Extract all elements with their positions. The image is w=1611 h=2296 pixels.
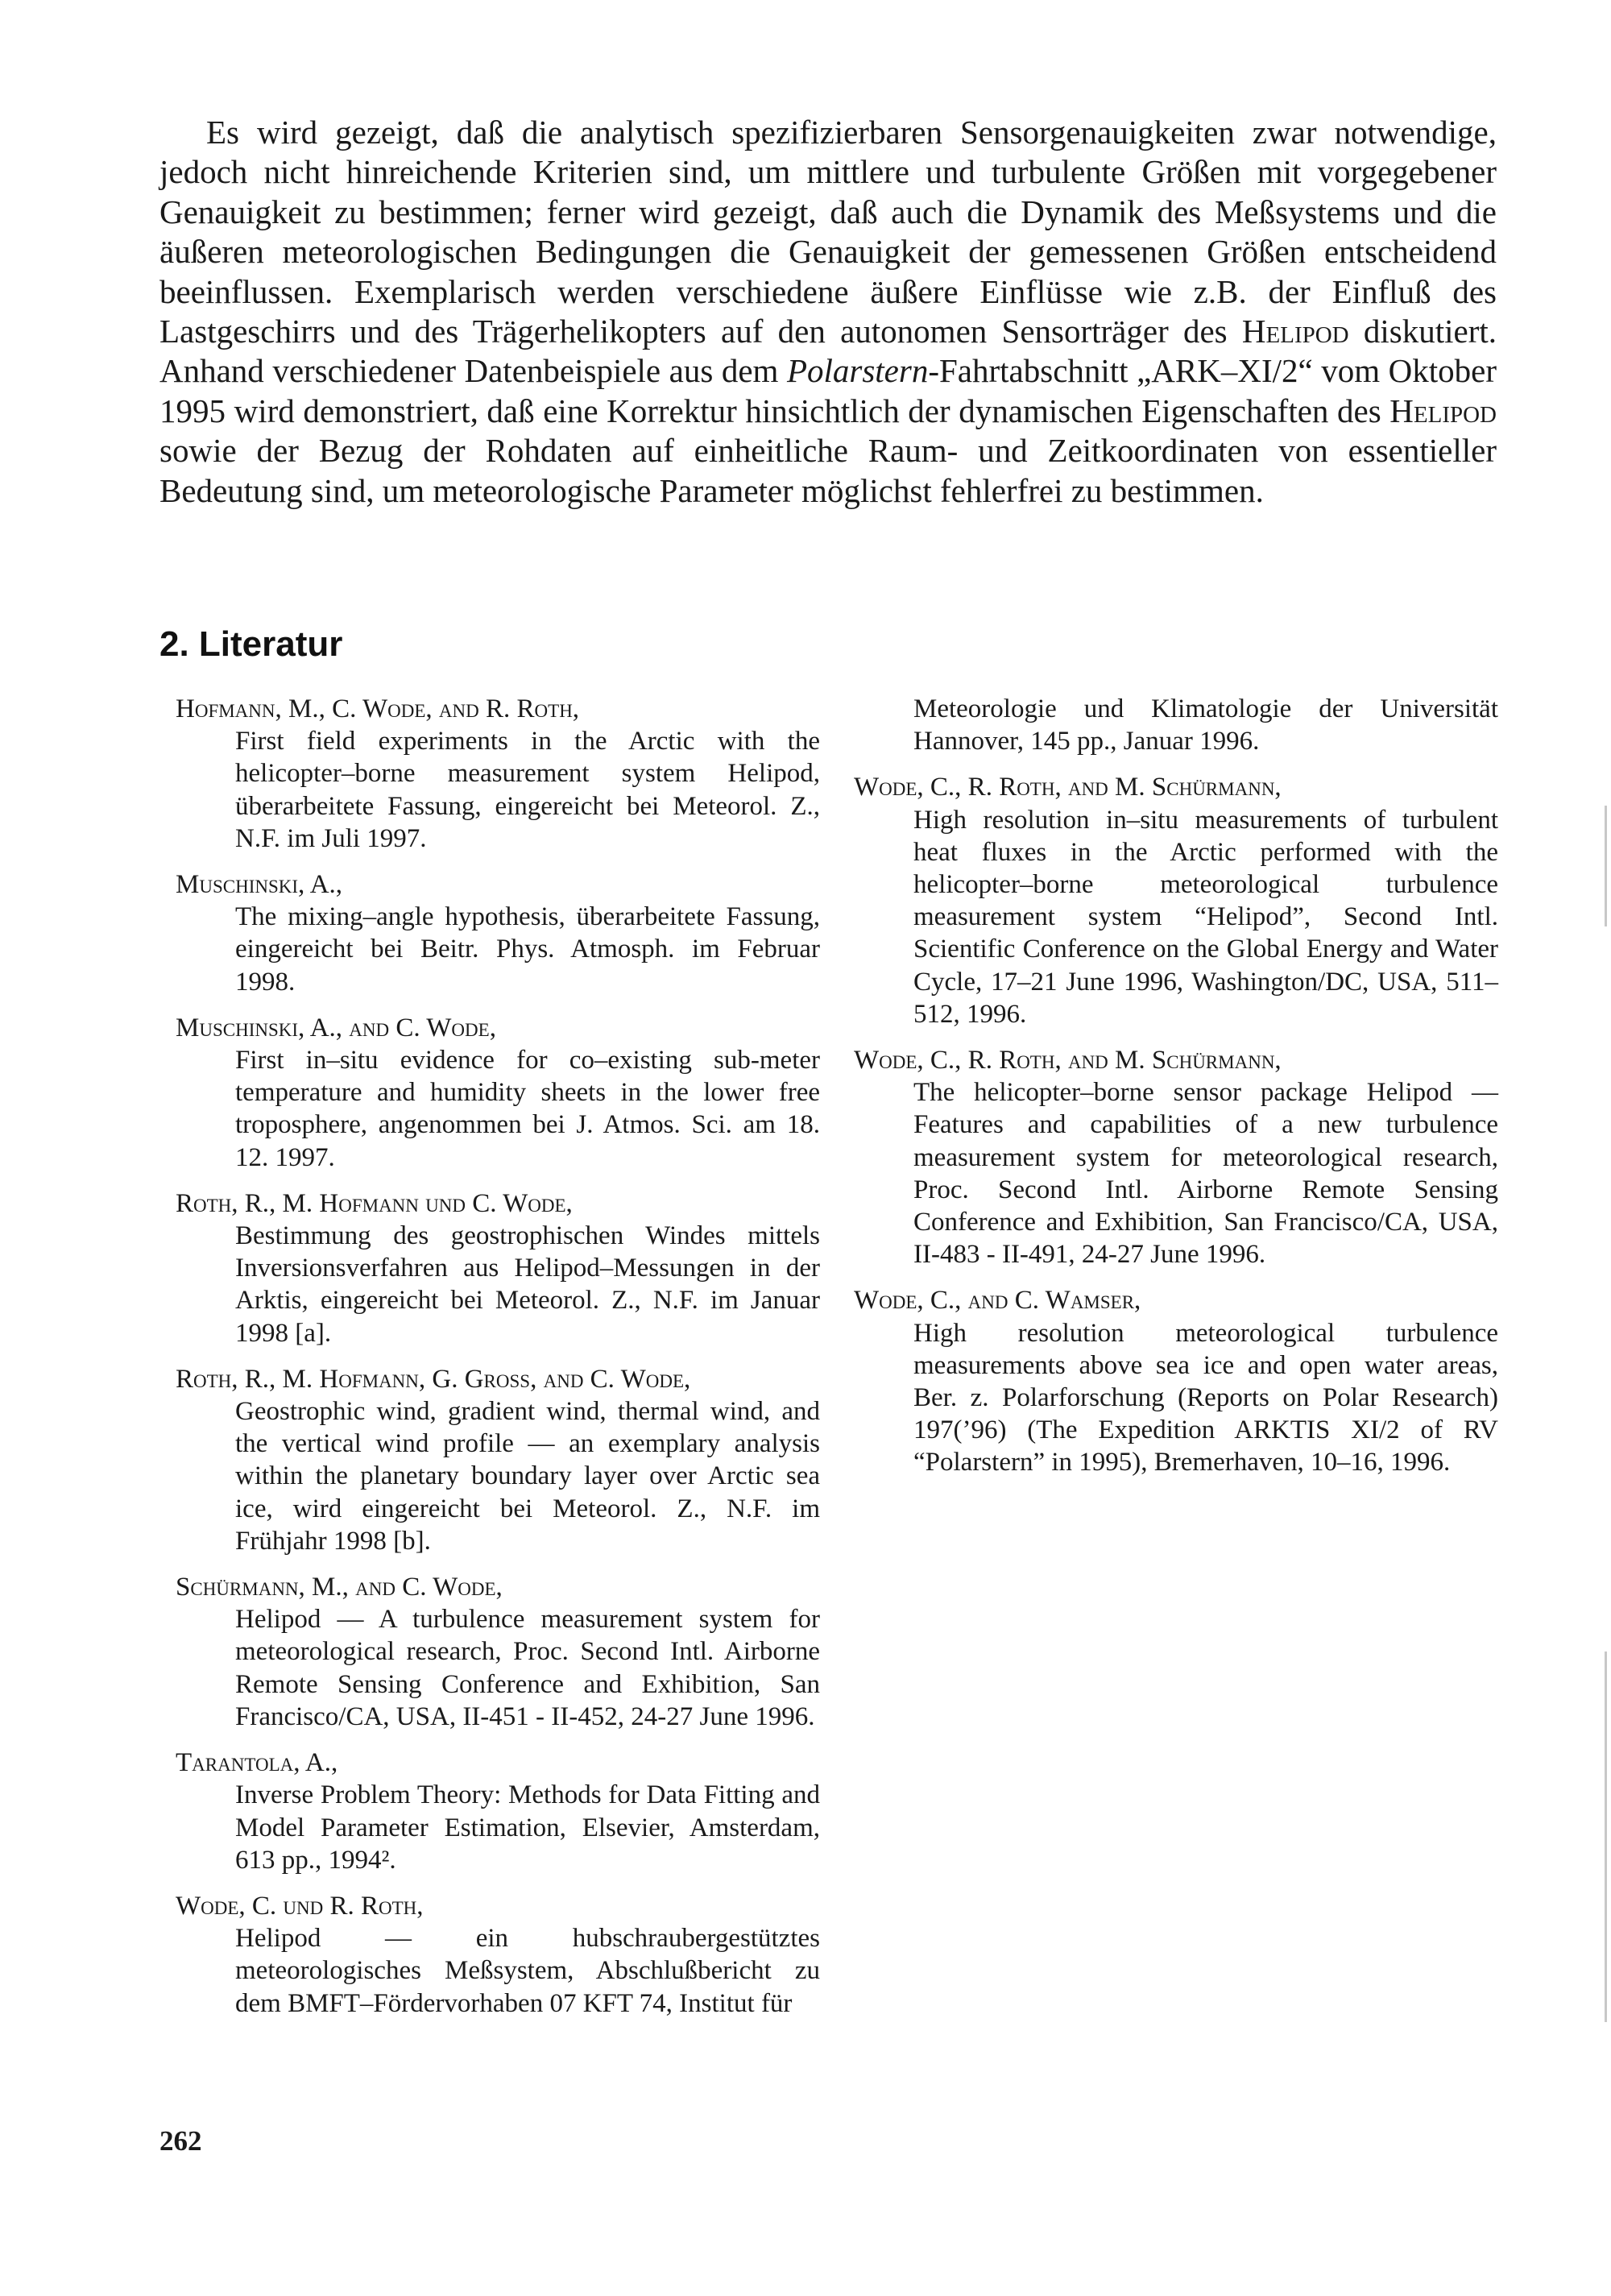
abstract-text: Es wird gezeigt, daß die analytisch spezifizierbaren Sensorgenauigkeiten zwar notwendige, jedoch nicht hinreichende Kriterien sind, um mittlere und turbulente Größen mit vorgegebener Genauigkeit zu bestimmen; ferner wird gezeigt, daß auch die Dynamik des Meßsystems und die äußeren meteorologischen Bedingungen die Genauigkeit der gemessenen Größen entscheidend beeinflussen. Exemplarisch werden verschiedene äußere Einflüsse wie z.B. der Einfluß des Lastgeschirrs und des Trägerhelikopters auf den autonomen Sensorträger des: [159, 114, 1497, 350]
reference-authors: Schürmann, M., and C. Wode,: [176, 1573, 503, 1602]
reference-authors: Roth, R., M. Hofmann und C. Wode,: [176, 1188, 573, 1218]
references-right-column: [854, 693, 1498, 1493]
reference-body: Helipod — A turbulence measurement system for meteorological research, Proc. Second Intl. Airborne Remote Sensing Conference and Exhibition, San Francisco/CA, USA, II-451 - II-452, 24-27 June 1996.: [235, 1605, 820, 1731]
reference-body: Geostrophic wind, gradient wind, thermal wind, and the vertical wind profile — an exemplary analysis within the planetary boundary layer over Arctic sea ice, wird eingereicht bei Meteorol. Z., N.F. im Frühjahr 1998 [b].: [235, 1397, 820, 1556]
scan-edge-mark: [1605, 1652, 1607, 2022]
reference-body: The helicopter–borne sensor package Helipod — Features and capabilities of a new turbulence measurement system for meteorological research, Proc. Second Intl. Airborne Remote Sensing Conference and Exhibition, San Francisco/CA, USA, II-483 - II-491, 24-27 June 1996.: [913, 1078, 1498, 1270]
reference-entry: [854, 1284, 1498, 1478]
page-number: 262: [159, 2125, 202, 2157]
helipod-term: Helipod: [1389, 392, 1497, 429]
ship-name: Polarstern: [786, 352, 929, 390]
reference-body: High resolution in–situ measurements of turbulent heat fluxes in the Arctic performed with the helicopter–borne meteorological turbulence measurement system “Helipod”, Second Intl. Scientific Conference on the Global Energy and Water Cycle, 17–21 June 1996, Washington/DC, USA, 511–512, 1996.: [913, 805, 1498, 1029]
reference-body: Inverse Problem Theory: Methods for Data Fitting and Model Parameter Estimation, Elsevier, Amsterdam, 613 pp., 1994².: [235, 1780, 820, 1875]
reference-authors: Hofmann, M., C. Wode, and R. Roth,: [176, 694, 580, 723]
reference-entry: [176, 1187, 820, 1349]
reference-authors: Wode, C., R. Roth, and M. Schürmann,: [854, 773, 1282, 802]
helipod-term: Helipod: [1241, 313, 1349, 350]
reference-authors: Wode, C., and C. Wamser,: [854, 1286, 1141, 1316]
abstract-paragraph: [159, 113, 1497, 511]
reference-body: The mixing–angle hypothesis, überarbeitete Fassung, eingereicht bei Beitr. Phys. Atmosph. im Februar 1998.: [235, 902, 820, 997]
reference-continuation: Meteorologie und Klimatologie der Universität Hannover, 145 pp., Januar 1996.: [913, 694, 1498, 756]
reference-entry: [176, 868, 820, 998]
reference-authors: Muschinski, A.,: [176, 870, 343, 900]
reference-body: First in–situ evidence for co–existing sub-meter temperature and humidity sheets in the lower free troposphere, angenommen bei J. Atmos. Sci. am 18. 12. 1997.: [235, 1046, 820, 1172]
reference-authors: Tarantola, A.,: [176, 1748, 338, 1778]
section-heading: 2. Literatur: [159, 624, 343, 664]
reference-entry: [176, 1363, 820, 1557]
reference-entry: [176, 1890, 820, 2020]
reference-entry: [176, 1012, 820, 1174]
abstract-text: sowie der Bezug der Rohdaten auf einheitliche Raum- und Zeitkoordinaten von essentieller Bedeutung sind, um meteorologische Parameter möglichst fehlerfrei zu bestimmen.: [159, 432, 1497, 509]
references-left-column: [176, 693, 820, 2033]
reference-authors: Roth, R., M. Hofmann, G. Gross, and C. Wode,: [176, 1364, 691, 1394]
reference-entry: [176, 693, 820, 855]
scan-edge-mark: [1605, 806, 1607, 926]
reference-body: Bestimmung des geostrophischen Windes mittels Inversionsverfahren aus Helipod–Messungen in der Arktis, eingereicht bei Meteorol. Z., N.F. im Januar 1998 [a].: [235, 1221, 820, 1348]
reference-authors: Wode, C., R. Roth, and M. Schürmann,: [854, 1046, 1282, 1075]
reference-entry: [854, 771, 1498, 1030]
abstract-text: -Fahrtabschnitt „ARK–XI/2“ vom Oktober 1995 wird demonstriert, daß eine Korrektur hinsichtlich der dynamischen Eigenschaften des: [159, 352, 1497, 429]
reference-entry: [854, 1044, 1498, 1270]
reference-body: High resolution meteorological turbulence measurements above sea ice and open water areas, Ber. z. Polarforschung (Reports on Polar Research) 197(’96) (The Expedition ARKTIS XI/2 of RV “Polarstern” in 1995), Bremerhaven, 10–16, 1996.: [913, 1318, 1498, 1477]
reference-authors: Wode, C. und R. Roth,: [176, 1891, 424, 1921]
reference-body: First field experiments in the Arctic with the helicopter–borne measurement system Helipod, überarbeitete Fassung, eingereicht bei Meteorol. Z., N.F. im Juli 1997.: [235, 727, 820, 853]
reference-entry: [176, 1747, 820, 1876]
reference-entry: [176, 1571, 820, 1733]
abstract-text: diskutiert. Anhand verschiedener Datenbeispiele aus dem: [159, 313, 1497, 390]
reference-authors: Muschinski, A., and C. Wode,: [176, 1013, 496, 1042]
reference-body: Helipod — ein hubschraubergestütztes meteorologisches Meßsystem, Abschlußbericht zu dem BMFT–Fördervorhaben 07 KFT 74, Institut für: [235, 1924, 820, 2018]
